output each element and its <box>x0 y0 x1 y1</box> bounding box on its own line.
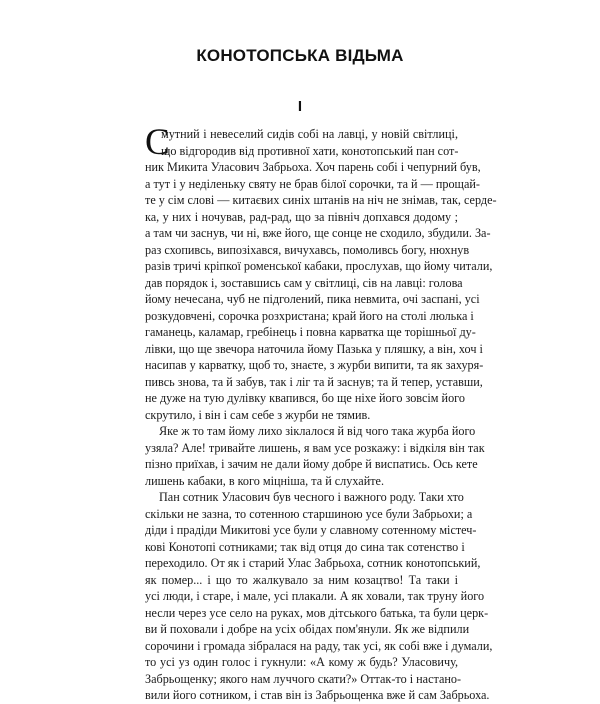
text-line: йому нечесана, чуб не підголений, пика невмита, очі заспані, усі <box>145 292 480 306</box>
text-line: лівки, що ще звечора наточила йому Пазька у пляшку, а він, хоч і <box>145 341 483 356</box>
text-line: скільки не зазна, то сотенною старшиною усе були Забрьохи; а <box>145 506 473 521</box>
text-line: несли через усе село на руках, мов дітського батька, та були церк- <box>145 605 489 620</box>
text-line: а там чи заснув, чи ні, вже його, ще сонце не сходило, збудили. За- <box>145 226 491 240</box>
text-line: сорочини і громада зібралася на раду, так усі, як собі вже і думали, <box>145 638 493 653</box>
text-line: не дуже на тую дулівку квапився, бо ще ніхе його зовсім його <box>145 391 465 405</box>
chapter-number: І <box>297 98 303 115</box>
text-line: що відгородив від противної хати, конотопський пан сот- <box>161 143 459 158</box>
text-line: переходило. От як і старий Улас Забрьоха, сотник конотопський, <box>145 556 481 570</box>
text-line: ник Микита Уласович Забрьоха. Хоч парень собі і чепурний був, <box>145 160 481 174</box>
text-line: те у сім слові — китаєвих синіх штанів на ніч не знімав, так, серде- <box>145 193 497 207</box>
text-line: скрутило, і він і сам себе з журби не тямив. <box>145 407 371 422</box>
text-line: гаманець, каламар, гребінець і повна карватка ще торішньої ду- <box>145 325 476 339</box>
text-line: ви й поховали і добре на усіх обідах пом'янули. Як же відпили <box>145 622 470 636</box>
text-line: усі люди, і старе, і мале, усі плакали. А як ховали, так труну його <box>145 589 485 603</box>
text-line: пивсь знова, та й забув, так і ліг та й заснув; та й тепер, уставши, <box>145 374 483 389</box>
text-line: як помер... і що то жалкувало за ним козацтво! Та таки і <box>145 572 458 587</box>
text-line: узяла? Але! тривайте лишень, я вам усе розкажу: і відкіля він так <box>145 440 485 455</box>
text-line: раз схопивсь, випозіхався, вичухавсь, помоливсь богу, нюхнув <box>145 242 470 257</box>
text-line: пізно приїхав, і зачим не дали йому добре й виспатись. Ось кете <box>145 457 478 471</box>
text-line: кові Конотопі сотниками; так від отця до сина так сотенство і <box>145 539 465 554</box>
text-line: Забрьощенку; якого нам луччого скати?» Оттак-то і настано- <box>145 671 462 686</box>
text-line: мутний і невеселий сидів собі на лавці, у новій світлиці, <box>161 127 458 141</box>
story-title: КОНОТОПСЬКА ВІДЬМА <box>196 46 404 65</box>
text-line: ка, у них і ночував, рад-рад, що за північ допхався додому ; <box>145 209 458 224</box>
text-line: насипав у карватку, щоб то, знаєте, з журби випити, та як захуря- <box>145 358 484 372</box>
text-line: діди і прадіди Микитові усе були у славному сотенному містеч- <box>145 523 477 537</box>
body-text <box>145 122 497 704</box>
text-line: вили його сотником, і став він із Забрьощенка вже й сам Забрьоха. <box>145 688 490 702</box>
drop-cap: С <box>145 122 170 163</box>
text-line: розкудовчені, сорочка розхристана; край його на столі люлька і <box>145 308 474 323</box>
text-line: дав порядок і, зоставшись сам у світлиці, сів на лавці: голова <box>145 275 463 290</box>
text-line: а тут і у неділеньку святу не брав білої сорочки, та й — прощай- <box>145 176 480 191</box>
text-line: разів тричі кріпкої роменської кабаки, прослухав, що йому читали, <box>145 259 493 273</box>
text-line: лишень кабаки, в кого міцніша, та й слухайте. <box>145 473 385 488</box>
text-line: Пан сотник Уласович був чесного і важного роду. Таки хто <box>159 490 464 504</box>
text-line: то усі уз один голос і гукнули: «А кому ж будь? Уласовичу, <box>145 655 458 669</box>
text-line: Яке ж то там йому лихо зіклалося й від чого така журба його <box>159 424 476 438</box>
